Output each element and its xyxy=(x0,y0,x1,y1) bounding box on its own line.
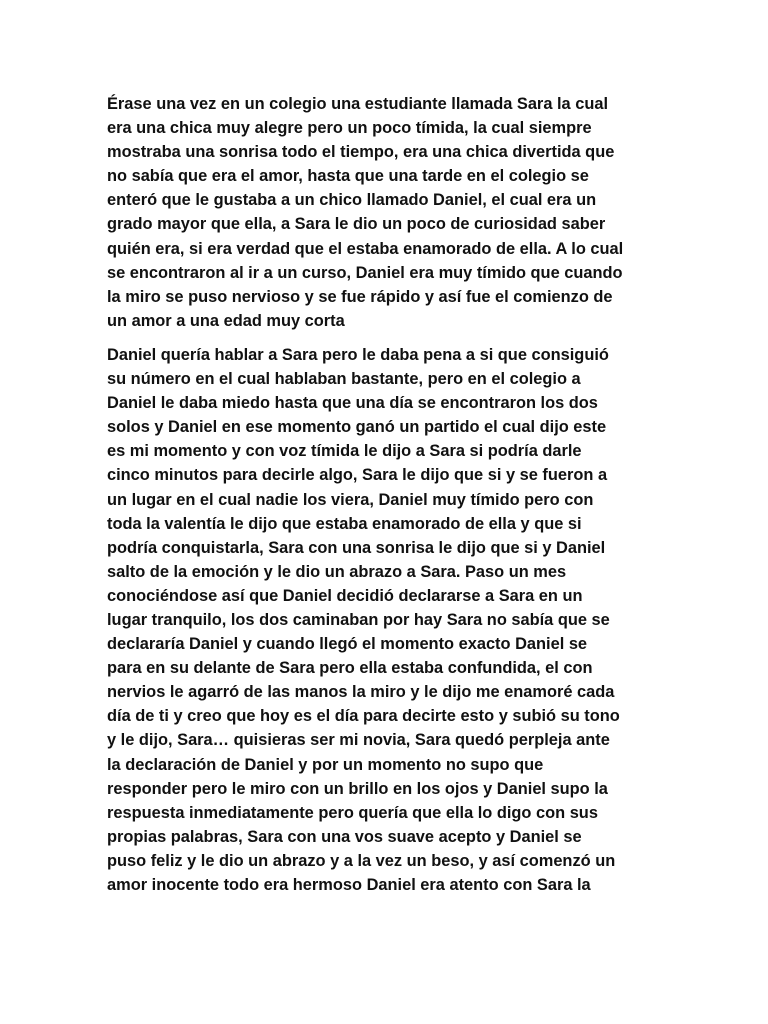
text-line: enteró que le gustaba a un chico llamado Daniel, el cual era un xyxy=(107,191,597,210)
text-line: un lugar en el cual nadie los viera, Daniel muy tímido pero con xyxy=(107,490,594,509)
text-line: se encontraron al ir a un curso, Daniel era muy tímido que cuando xyxy=(107,263,623,282)
text-line: quién era, si era verdad que el estaba enamorado de ella. A lo cual xyxy=(107,239,624,258)
text-line: salto de la emoción y le dio un abrazo a Sara. Paso un mes xyxy=(107,562,567,581)
text-line: nervios le agarró de las manos la miro y le dijo me enamoré cada xyxy=(107,683,615,702)
text-line: responder pero le miro con un brillo en los ojos y Daniel supo la xyxy=(107,779,608,798)
text-line: la miro se puso nervioso y se fue rápido y así fue el comienzo de xyxy=(107,287,613,306)
text-line: y le dijo, Sara… quisieras ser mi novia, Sara quedó perpleja ante xyxy=(107,731,610,750)
text-line: Daniel quería hablar a Sara pero le daba pena a si que consiguió xyxy=(107,345,609,364)
text-line: podría conquistarla, Sara con una sonrisa le dijo que si y Daniel xyxy=(107,538,606,557)
text-line: para en su delante de Sara pero ella estaba confundida, el con xyxy=(107,659,593,678)
text-line: declararía Daniel y cuando llegó el momento exacto Daniel se xyxy=(107,635,588,654)
text-line: toda la valentía le dijo que estaba enamorado de ella y que si xyxy=(107,514,582,533)
text-line: Daniel le daba miedo hasta que una día se encontraron los dos xyxy=(107,394,598,413)
document-body xyxy=(107,92,667,897)
text-line: era una chica muy alegre pero un poco tímida, la cual siempre xyxy=(107,119,592,138)
paragraph xyxy=(107,92,667,333)
text-line: cinco minutos para decirle algo, Sara le dijo que si y se fueron a xyxy=(107,466,608,485)
text-line: no sabía que era el amor, hasta que una tarde en el colegio se xyxy=(107,167,589,186)
text-line: propias palabras, Sara con una vos suave acepto y Daniel se xyxy=(107,827,582,846)
text-line: la declaración de Daniel y por un momento no supo que xyxy=(107,755,544,774)
text-line: puso feliz y le dio un abrazo y a la vez un beso, y así comenzó un xyxy=(107,851,616,870)
text-line: grado mayor que ella, a Sara le dio un poco de curiosidad saber xyxy=(107,215,606,234)
text-line: día de ti y creo que hoy es el día para decirte esto y subió su tono xyxy=(107,707,620,726)
text-line: amor inocente todo era hermoso Daniel era atento con Sara la xyxy=(107,876,591,894)
text-line: es mi momento y con voz tímida le dijo a Sara si podría darle xyxy=(107,442,582,461)
text-line: su número en el cual hablaban bastante, pero en el colegio a xyxy=(107,370,581,389)
text-line: conociéndose así que Daniel decidió declararse a Sara en un xyxy=(107,586,583,605)
text-line: un amor a una edad muy corta xyxy=(107,311,345,330)
text-line: lugar tranquilo, los dos caminaban por hay Sara no sabía que se xyxy=(107,610,610,629)
text-line: respuesta inmediatamente pero quería que ella lo digo con sus xyxy=(107,803,598,822)
paragraph xyxy=(107,343,667,897)
text-line: mostraba una sonrisa todo el tiempo, era una chica divertida que xyxy=(107,143,615,162)
text-line: solos y Daniel en ese momento ganó un partido el cual dijo este xyxy=(107,418,607,437)
text-line: Érase una vez en un colegio una estudiante llamada Sara la cual xyxy=(107,95,609,113)
